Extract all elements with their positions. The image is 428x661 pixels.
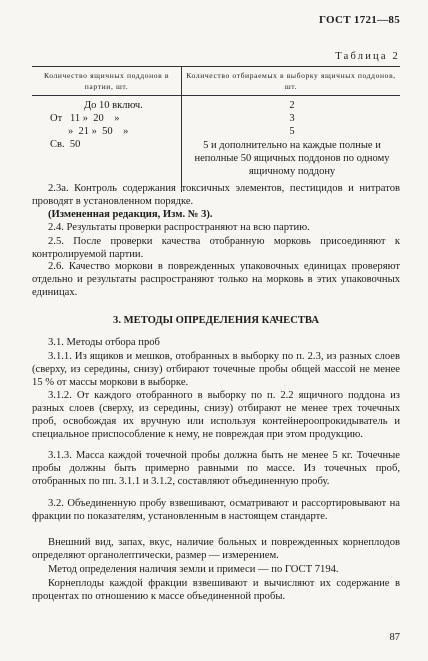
section-title: 3. МЕТОДЫ ОПРЕДЕЛЕНИЯ КАЧЕСТВА (113, 315, 319, 326)
paragraph-soil-method: Метод определения наличия земли и примеси — по ГОСТ 7194. (48, 564, 339, 575)
document-code: ГОСТ 1721—85 (318, 14, 400, 26)
table-body (32, 96, 400, 192)
table-cell-left: До 10 включ. (84, 100, 143, 111)
table-cell-right: 3 (289, 113, 295, 124)
paragraph-2-4: 2.4. Результаты проверки распространяют на всю партию. (48, 222, 310, 233)
table-cell-right: 2 (289, 100, 295, 111)
paragraph-3-1-2: 3.1.2. От каждого отобранного в выборку по п. 2.2 ящичного поддона из разных слоев (сверху, из середины, снизу) отбирают не менее трех точечных проб, освобождая их вручную или используя контейнероопрокидыватель и специальное приспособление к нему, не повреждая при этом продукцию. (32, 390, 400, 440)
table-cell-left: » 21 » 50 » (68, 126, 129, 137)
table-cell-right: 5 и дополнительно на каждые полные и неполные 50 ящичных поддонов по одному ящичному поддону (194, 140, 390, 177)
paragraph-2-3a: 2.3а. Контроль содержания токсичных элементов, пестицидов и нитратов проводят в установленном порядке. (32, 183, 400, 207)
table-cell-left: Св. 50 (50, 139, 81, 150)
table-cell-left: От 11 » 20 » (50, 113, 120, 124)
table-2 (32, 66, 400, 192)
table-header-col2: Количество отбираемых в выборку ящичных поддонов, шт. (186, 71, 396, 91)
subsection-3-1-title: 3.1. Методы отбора проб (48, 337, 160, 348)
table-label: Таблица 2 (335, 51, 400, 62)
amendment-note: (Измененная редакция, Изм. № 3). (48, 209, 213, 220)
paragraph-3-2: 3.2. Объединенную пробу взвешивают, осматривают и рассортировывают на фракции по показателям, установленным в настоящем стандарте. (32, 498, 400, 522)
paragraph-fractions: Корнеплоды каждой фракции взвешивают и вычисляют их содержание в процентах по отношению к массе объединенной пробы. (32, 578, 400, 602)
paragraph-3-1-3: 3.1.3. Масса каждой точечной пробы должна быть не менее 5 кг. Точечные пробы должны быть примерно равными по массе. Из точечных проб, отобранных по пп. 3.1.1 и 3.1.2, составляют объединенную пробу. (32, 450, 400, 487)
paragraph-2-5: 2.5. После проверки качества отобранную морковь присоединяют к контролируемой партии. (32, 236, 400, 260)
paragraph-external-view: Внешний вид, запах, вкус, наличие больных и поврежденных корнеплодов определяют органолептически, размер — измерением. (32, 537, 400, 561)
table-header-col1: Количество ящичных поддонов в партии, шт. (32, 67, 182, 95)
table-cell-right: 5 (289, 126, 295, 137)
paragraph-3-1-1: 3.1.1. Из ящиков и мешков, отобранных в выборку по п. 2.3, из разных слоев (сверху, из середины, снизу) отбирают точечные пробы общей массой не менее 15 % от массы моркови в выборке. (32, 351, 400, 388)
table-divider (181, 96, 182, 192)
paragraph-2-6: 2.6. Качество моркови в поврежденных упаковочных единицах проверяют отдельно и результаты распространяют только на морковь в этих упаковочных единицах. (32, 261, 400, 298)
page-number: 87 (389, 632, 400, 643)
table-header-row (32, 66, 400, 96)
